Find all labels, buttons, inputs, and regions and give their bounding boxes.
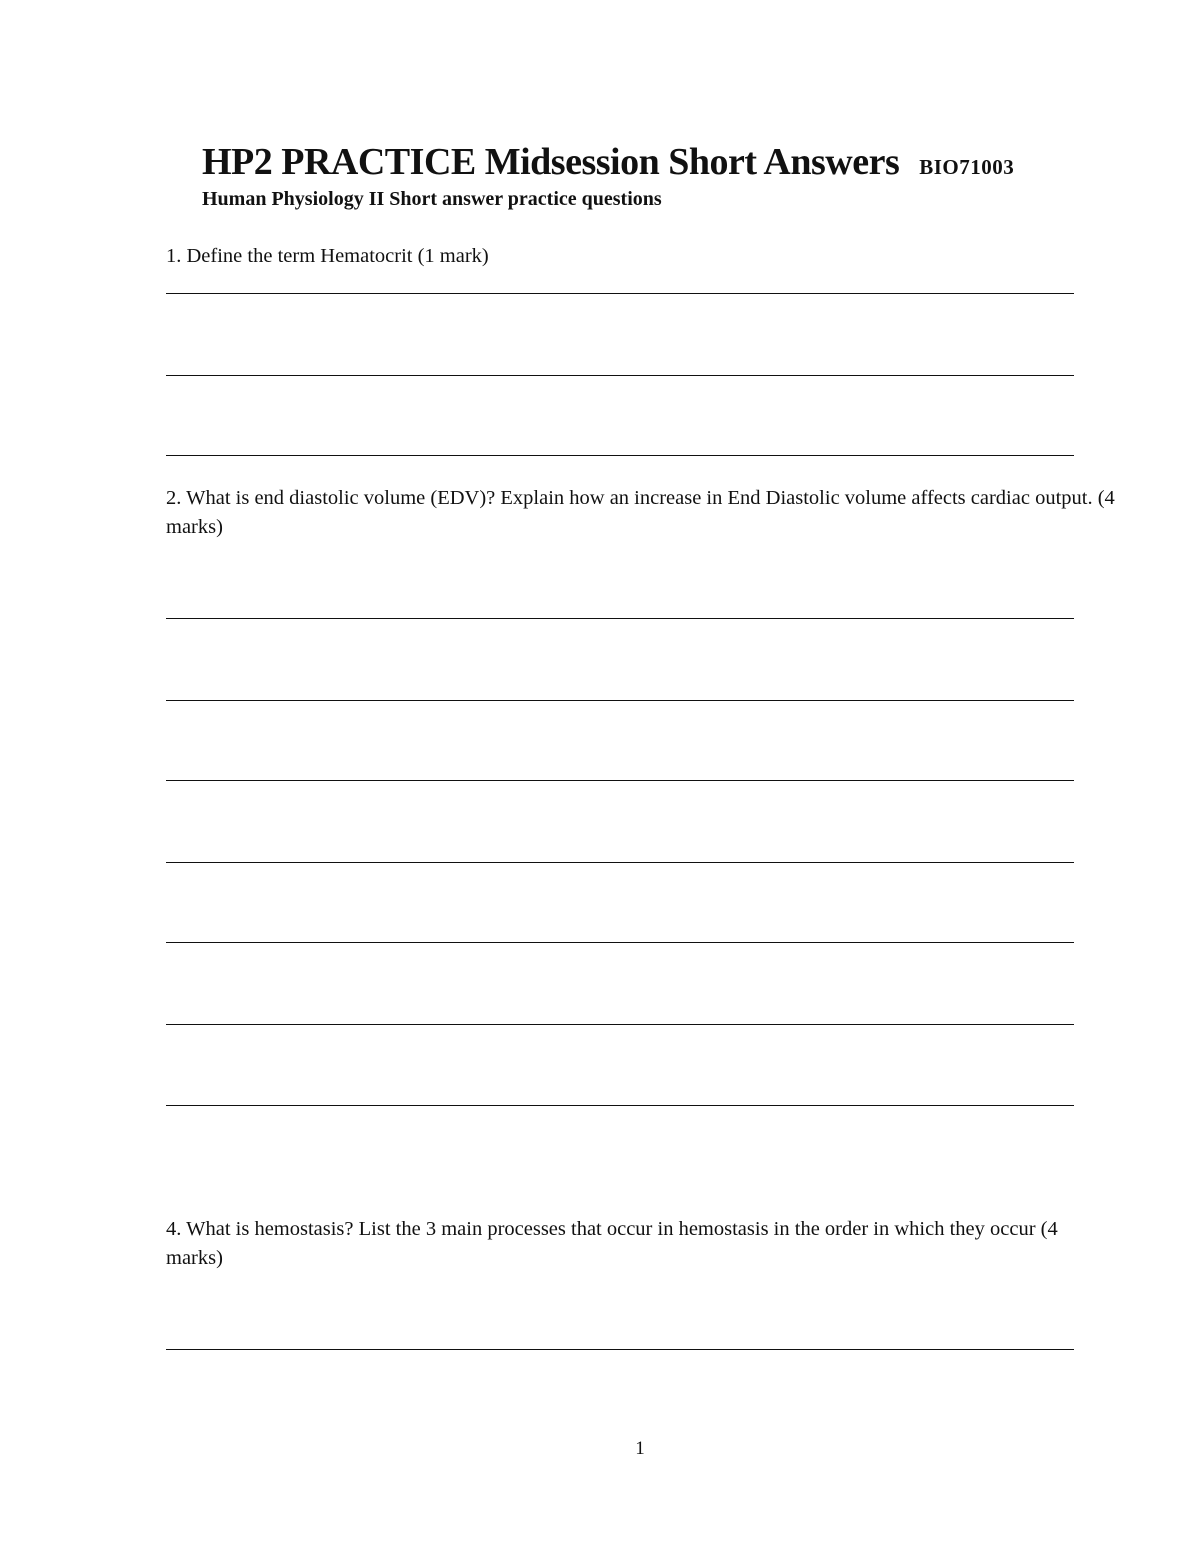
question-1: 1. Define the term Hematocrit (1 mark) [166, 245, 489, 267]
answer-line [166, 942, 1074, 943]
page-subtitle: Human Physiology II Short answer practice questions [202, 188, 662, 210]
answer-line [166, 700, 1074, 701]
answer-line [166, 862, 1074, 863]
question-4: 4. What is hemostasis? List the 3 main processes that occur in hemostasis in the order in which they occur (4 marks) [166, 1218, 1058, 1269]
page-number: 1 [635, 1438, 645, 1459]
course-code: BIO71003 [919, 155, 1015, 179]
answer-line [166, 1105, 1074, 1106]
page-title: HP2 PRACTICE Midsession Short Answers [202, 141, 900, 183]
answer-line [166, 375, 1074, 376]
question-2: 2. What is end diastolic volume (EDV)? Explain how an increase in End Diastolic volume affects cardiac output. (4 marks) [166, 487, 1115, 538]
answer-line [166, 618, 1074, 619]
answer-line [166, 780, 1074, 781]
title-row [202, 140, 1014, 184]
answer-line [166, 455, 1074, 456]
answer-line [166, 1349, 1074, 1350]
answer-line [166, 293, 1074, 294]
answer-line [166, 1024, 1074, 1025]
